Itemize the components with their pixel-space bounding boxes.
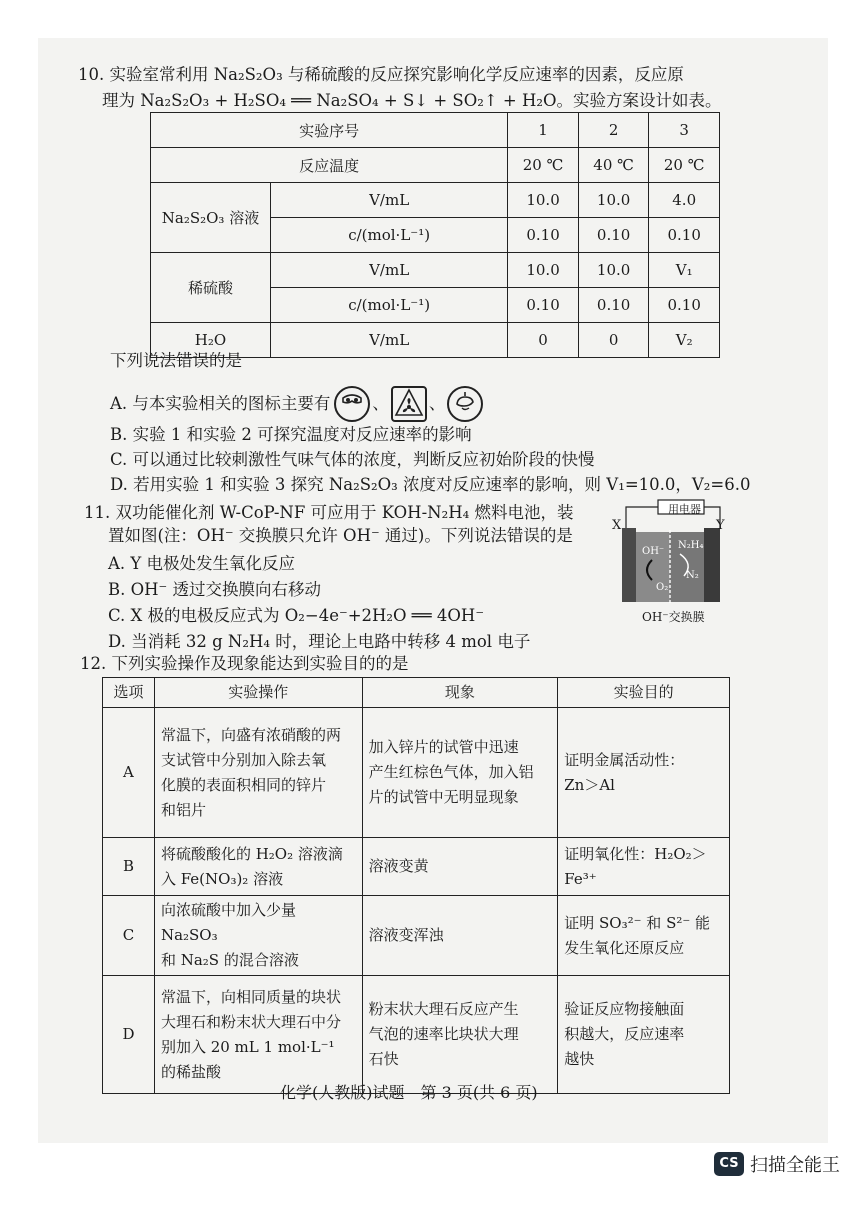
watermark-text: 扫描全能王 bbox=[750, 1155, 840, 1176]
table-cell: 0.10 bbox=[578, 218, 649, 253]
cs-logo-icon: CS bbox=[714, 1152, 744, 1176]
phenomenon-cell bbox=[362, 896, 558, 976]
text-line: 入 Fe(NO₃)₂ 溶液 bbox=[160, 869, 284, 888]
text-line: 的稀盐酸 bbox=[160, 1062, 221, 1081]
table-cell: 0.10 bbox=[649, 288, 720, 323]
table-row bbox=[103, 976, 730, 1094]
q10-prompt: 下列说法错误的是 bbox=[110, 351, 242, 370]
table-header: 现象 bbox=[362, 678, 558, 708]
goal-cell bbox=[558, 896, 730, 976]
q11-option-b: B. OH⁻ 透过交换膜向右移动 bbox=[108, 580, 321, 599]
scanner-watermark bbox=[714, 1151, 840, 1177]
option-a-text: A. 与本实验相关的图标主要有 bbox=[110, 394, 331, 413]
table-cell: 10.0 bbox=[578, 183, 649, 218]
page-footer: 化学(人教版)试题 第 3 页(共 6 页) bbox=[280, 1083, 538, 1102]
q11-option-c: C. X 极的电极反应式为 O₂−4e⁻+2H₂O ══ 4OH⁻ bbox=[108, 606, 485, 625]
text-line: 片的试管中无明显现象 bbox=[368, 788, 519, 806]
text-line: 支试管中分别加入除去氧 bbox=[160, 750, 326, 769]
q12-title: 12. 下列实验操作及现象能达到实验目的的是 bbox=[80, 654, 409, 673]
text-line: 别加入 20 mL 1 mol·L⁻¹ bbox=[160, 1037, 335, 1056]
table-cell: V/mL bbox=[271, 253, 508, 288]
table-header: 选项 bbox=[103, 678, 155, 708]
text-line: 常温下，向相同质量的块状 bbox=[160, 987, 341, 1006]
q10-line1: 10. 实验室常利用 Na₂S₂O₃ 与稀硫酸的反应探究影响化学反应速率的因素，反应原 bbox=[78, 65, 684, 84]
phenomenon-cell bbox=[362, 838, 558, 896]
text-line: 证明氧化性：H₂O₂＞ bbox=[564, 844, 707, 863]
phenomenon-cell bbox=[362, 976, 558, 1094]
q11-option-a: A. Y 电极处发生氧化反应 bbox=[108, 554, 296, 573]
text-line: 越快 bbox=[564, 1050, 595, 1068]
text-line: 证明 SO₃²⁻ 和 S²⁻ 能 bbox=[564, 913, 711, 932]
wash-hands-icon bbox=[447, 386, 483, 422]
n2-label: N₂ bbox=[686, 570, 699, 581]
operation-cell bbox=[154, 838, 362, 896]
q11-option-d: D. 当消耗 32 g N₂H₄ 时，理论上电路中转移 4 mol 电子 bbox=[108, 632, 531, 651]
table-cell: c/(mol·L⁻¹) bbox=[271, 288, 508, 323]
table-row bbox=[103, 896, 730, 976]
table-cell: 0 bbox=[508, 323, 579, 358]
text-line: 大理石和粉末状大理石中分 bbox=[160, 1012, 341, 1031]
text-line: 溶液变黄 bbox=[368, 857, 429, 875]
membrane-caption: OH⁻交换膜 bbox=[642, 610, 705, 624]
option-cell: B bbox=[103, 838, 155, 896]
table-cell: 10.0 bbox=[578, 253, 649, 288]
text-line: 粉末状大理石反应产生 bbox=[368, 1000, 519, 1018]
option-cell: D bbox=[103, 976, 155, 1094]
text-line: 积越大，反应速率 bbox=[564, 1025, 685, 1043]
table-cell: 2 bbox=[578, 113, 649, 148]
operation-cell bbox=[154, 976, 362, 1094]
q11-line2: 置如图(注：OH⁻ 交换膜只允许 OH⁻ 通过)。下列说法错误的是 bbox=[108, 526, 573, 545]
table-cell: 反应温度 bbox=[151, 148, 508, 183]
operation-cell bbox=[154, 708, 362, 838]
table-row bbox=[103, 838, 730, 896]
y-electrode-label: Y bbox=[716, 518, 725, 533]
table-cell: H₂O bbox=[151, 323, 271, 358]
text-line: 验证反应物接触面 bbox=[564, 1000, 685, 1018]
table-cell: 4.0 bbox=[649, 183, 720, 218]
option-cell: C bbox=[103, 896, 155, 976]
text-line: 和 Na₂S 的混合溶液 bbox=[160, 951, 299, 969]
table-cell: 1 bbox=[508, 113, 579, 148]
oh-label: OH⁻ bbox=[642, 546, 665, 557]
text-line: 石快 bbox=[368, 1050, 399, 1068]
table-cell: 0.10 bbox=[508, 288, 579, 323]
goggles-icon bbox=[334, 386, 370, 422]
goal-cell bbox=[558, 838, 730, 896]
text-line: 溶液变浑浊 bbox=[368, 926, 444, 944]
q10-line2: 理为 Na₂S₂O₃ + H₂SO₄ ══ Na₂SO₄ + S↓ + SO₂↑ + H₂O。实验方案设计如表。 bbox=[102, 91, 722, 110]
text-line: 化膜的表面积相同的锌片 bbox=[160, 775, 326, 794]
table-cell: 0.10 bbox=[508, 218, 579, 253]
operation-cell bbox=[154, 896, 362, 976]
x-electrode-label: X bbox=[612, 518, 622, 533]
text-line: Fe³⁺ bbox=[564, 869, 597, 888]
table-cell: 20 ℃ bbox=[649, 148, 720, 183]
text-line: 常温下，向盛有浓硝酸的两 bbox=[160, 725, 341, 744]
phenomenon-cell bbox=[362, 708, 558, 838]
table-cell: 3 bbox=[649, 113, 720, 148]
table-cell: c/(mol·L⁻¹) bbox=[271, 218, 508, 253]
goal-cell bbox=[558, 976, 730, 1094]
table-cell: 0 bbox=[578, 323, 649, 358]
text-line: 气泡的速率比块状大理 bbox=[368, 1025, 519, 1043]
fan-ventilation-icon bbox=[391, 386, 427, 422]
table-cell: Na₂S₂O₃ 溶液 bbox=[151, 183, 271, 253]
device-label: 用电器 bbox=[668, 503, 701, 516]
n2h4-label: N₂H₄ bbox=[678, 540, 704, 551]
q10-experiment-table bbox=[150, 112, 720, 358]
table-cell: 10.0 bbox=[508, 253, 579, 288]
q10-option-c: C. 可以通过比较刺激性气味气体的浓度，判断反应初始阶段的快慢 bbox=[110, 450, 595, 469]
table-cell: 40 ℃ bbox=[578, 148, 649, 183]
table-cell: V/mL bbox=[271, 183, 508, 218]
q11-line1: 11. 双功能催化剂 W-CoP-NF 可应用于 KOH-N₂H₄ 燃料电池，装 bbox=[84, 503, 574, 522]
text-line: 将硫酸酸化的 H₂O₂ 溶液滴 bbox=[160, 844, 343, 863]
table-cell: 20 ℃ bbox=[508, 148, 579, 183]
table-cell: 0.10 bbox=[649, 218, 720, 253]
fuel-cell-figure bbox=[612, 498, 728, 624]
table-cell: V₂ bbox=[649, 323, 720, 358]
option-cell: A bbox=[103, 708, 155, 838]
table-cell: V/mL bbox=[271, 323, 508, 358]
text-line: 证明金属活动性： bbox=[564, 750, 685, 769]
q10-option-a: A. 与本实验相关的图标主要有 、 、 bbox=[110, 386, 483, 422]
q10-option-d: D. 若用实验 1 和实验 3 探究 Na₂S₂O₃ 浓度对反应速率的影响，则 V₁=10.0，V₂=6.0 bbox=[110, 475, 751, 494]
o2-label: O₂ bbox=[656, 582, 669, 593]
table-cell: 0.10 bbox=[578, 288, 649, 323]
table-header: 实验操作 bbox=[154, 678, 362, 708]
table-cell: 实验序号 bbox=[151, 113, 508, 148]
table-row bbox=[103, 708, 730, 838]
table-cell: V₁ bbox=[649, 253, 720, 288]
goal-cell bbox=[558, 708, 730, 838]
table-cell: 稀硫酸 bbox=[151, 253, 271, 323]
text-line: 产生红棕色气体，加入铝 bbox=[368, 763, 534, 781]
text-line: 加入锌片的试管中迅速 bbox=[368, 738, 519, 756]
table-header: 实验目的 bbox=[558, 678, 730, 708]
q10-option-b: B. 实验 1 和实验 2 可探究温度对反应速率的影响 bbox=[110, 425, 472, 444]
text-line: 和铝片 bbox=[160, 800, 206, 819]
text-line: 发生氧化还原反应 bbox=[564, 938, 685, 957]
text-line: 向浓硫酸中加入少量 Na₂SO₃ bbox=[160, 901, 296, 944]
table-cell: 10.0 bbox=[508, 183, 579, 218]
q12-table bbox=[102, 677, 730, 1094]
text-line: Zn＞Al bbox=[564, 775, 615, 794]
